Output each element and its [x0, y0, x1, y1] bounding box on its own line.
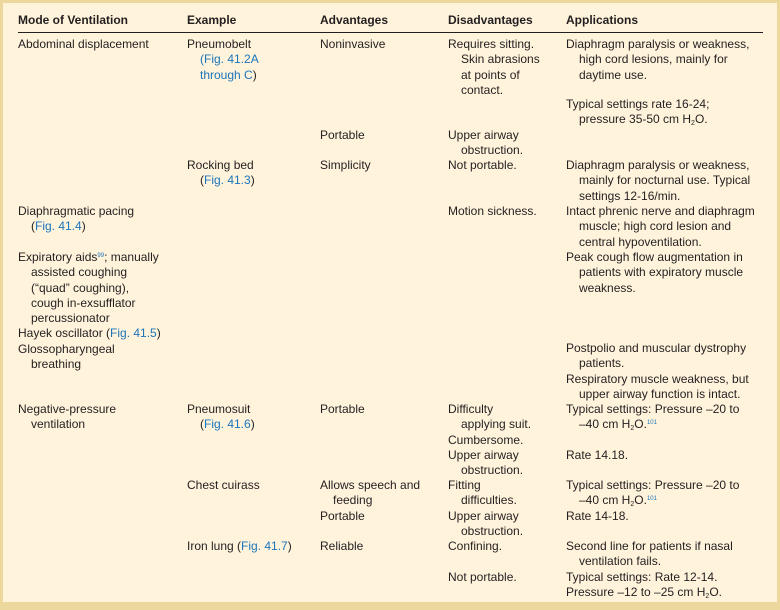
adv-noninvasive: Noninvasive — [320, 37, 386, 51]
mode-negative-pressure: Negative-pressure ventilation — [18, 402, 117, 432]
app-diaphragm-nocturnal: Diaphragm paralysis or weakness, mainly for nocturnal use. Typical settings 12-16/min. — [566, 158, 751, 203]
table-panel — [3, 3, 777, 602]
header-rule — [18, 32, 763, 33]
fig-link[interactable]: (Fig. 41.2A — [200, 52, 259, 67]
fig-link[interactable]: Fig. 41.4 — [35, 219, 82, 234]
fig-link[interactable]: Fig. 41.6 — [204, 417, 251, 432]
example-chest-cuirass: Chest cuirass — [187, 478, 260, 492]
dis-upper-airway: Upper airway obstruction. — [448, 128, 524, 158]
reference-link[interactable]: 101 — [646, 496, 657, 503]
adv-simplicity: Simplicity — [320, 158, 371, 172]
adv-portable: Portable — [320, 128, 365, 142]
app-postpolio: Postpolio and muscular dystrophy patients. Respiratory muscle weakness, but upper airway function is intact. — [566, 341, 749, 401]
mode-expiratory-aids: Expiratory aids$^{99}$; manually assisted coughing (“quad” coughing), cough in-exsufflator percussionator Hayek oscillator (Fig. 41.5) Glossopharyngeal breathing — [18, 250, 161, 372]
mode-abdominal: Abdominal displacement — [18, 37, 149, 51]
fig-link[interactable]: Fig. 41.5 — [110, 326, 157, 341]
fig-link[interactable]: Fig. 41.3 — [204, 173, 251, 188]
app-diaphragm-daytime: Diaphragm paralysis or weakness, high cord lesions, mainly for daytime use. — [566, 37, 750, 82]
app-intact-phrenic: Intact phrenic nerve and diaphragm muscle; high cord lesion and central hypoventilation. — [566, 204, 755, 249]
fig-link[interactable]: Fig. 41.7 — [241, 539, 288, 553]
mode-diaphragmatic-pacing: Diaphragmatic pacing (Fig. 41.4) — [18, 204, 135, 234]
header-advantages: Advantages — [320, 13, 389, 27]
fig-link[interactable]: through C — [200, 67, 253, 82]
dis-iron-lung: Confining. Not portable. — [448, 539, 517, 584]
app-typical-settings-16-24: Typical settings rate 16-24; pressure 35-50 cm $H_2O$. — [566, 97, 710, 128]
example-iron-lung: Iron lung (Fig. 41.7) — [187, 539, 292, 553]
dis-cuirass: Fitting difficulties. Upper airway obstruction. — [448, 478, 524, 538]
reference-link[interactable]: 101 — [646, 420, 657, 427]
header-applications: Applications — [566, 13, 639, 27]
reference-link[interactable]: 99 — [97, 253, 105, 259]
adv-cuirass: Allows speech and feeding Portable — [320, 478, 421, 523]
dis-not-portable: Not portable. — [448, 158, 517, 172]
header-example: Example — [187, 13, 237, 27]
app-pneumosuit: Typical settings: Pressure –20 to –40 cm $H_2O.^{101}$ Rate 14.18. — [566, 402, 740, 462]
adv-portable-suit: Portable — [320, 402, 365, 416]
dis-motion-sickness: Motion sickness. — [448, 204, 537, 218]
app-cuirass: Typical settings: Pressure –20 to –40 cm $H_2O.^{101}$ Rate 14-18. — [566, 478, 740, 523]
adv-reliable: Reliable — [320, 539, 364, 553]
app-peak-cough: Peak cough flow augmentation in patients with expiratory muscle weakness. — [566, 250, 744, 295]
header-disadvantages: Disadvantages — [448, 13, 533, 27]
example-rocking-bed: Rocking bed (Fig. 41.3) — [187, 158, 255, 188]
header-mode: Mode of Ventilation — [18, 13, 128, 27]
app-iron-lung: Second line for patients if nasal ventilation fails. Typical settings: Rate 12-14. Pressure –12 to –25 cm $H_2O$. — [566, 539, 733, 600]
example-pneumosuit: Pneumosuit (Fig. 41.6) — [187, 402, 255, 432]
dis-requires-sitting: Requires sitting. Skin abrasions at points of contact. — [448, 37, 540, 97]
dis-pneumosuit: Difficulty applying suit. Cumbersome. Upper airway obstruction. — [448, 402, 532, 478]
example-pneumobelt: Pneumobelt (Fig. 41.2A through C) — [187, 37, 259, 82]
mode-hayek: Hayek oscillator (Fig. 41.5) — [18, 326, 161, 341]
